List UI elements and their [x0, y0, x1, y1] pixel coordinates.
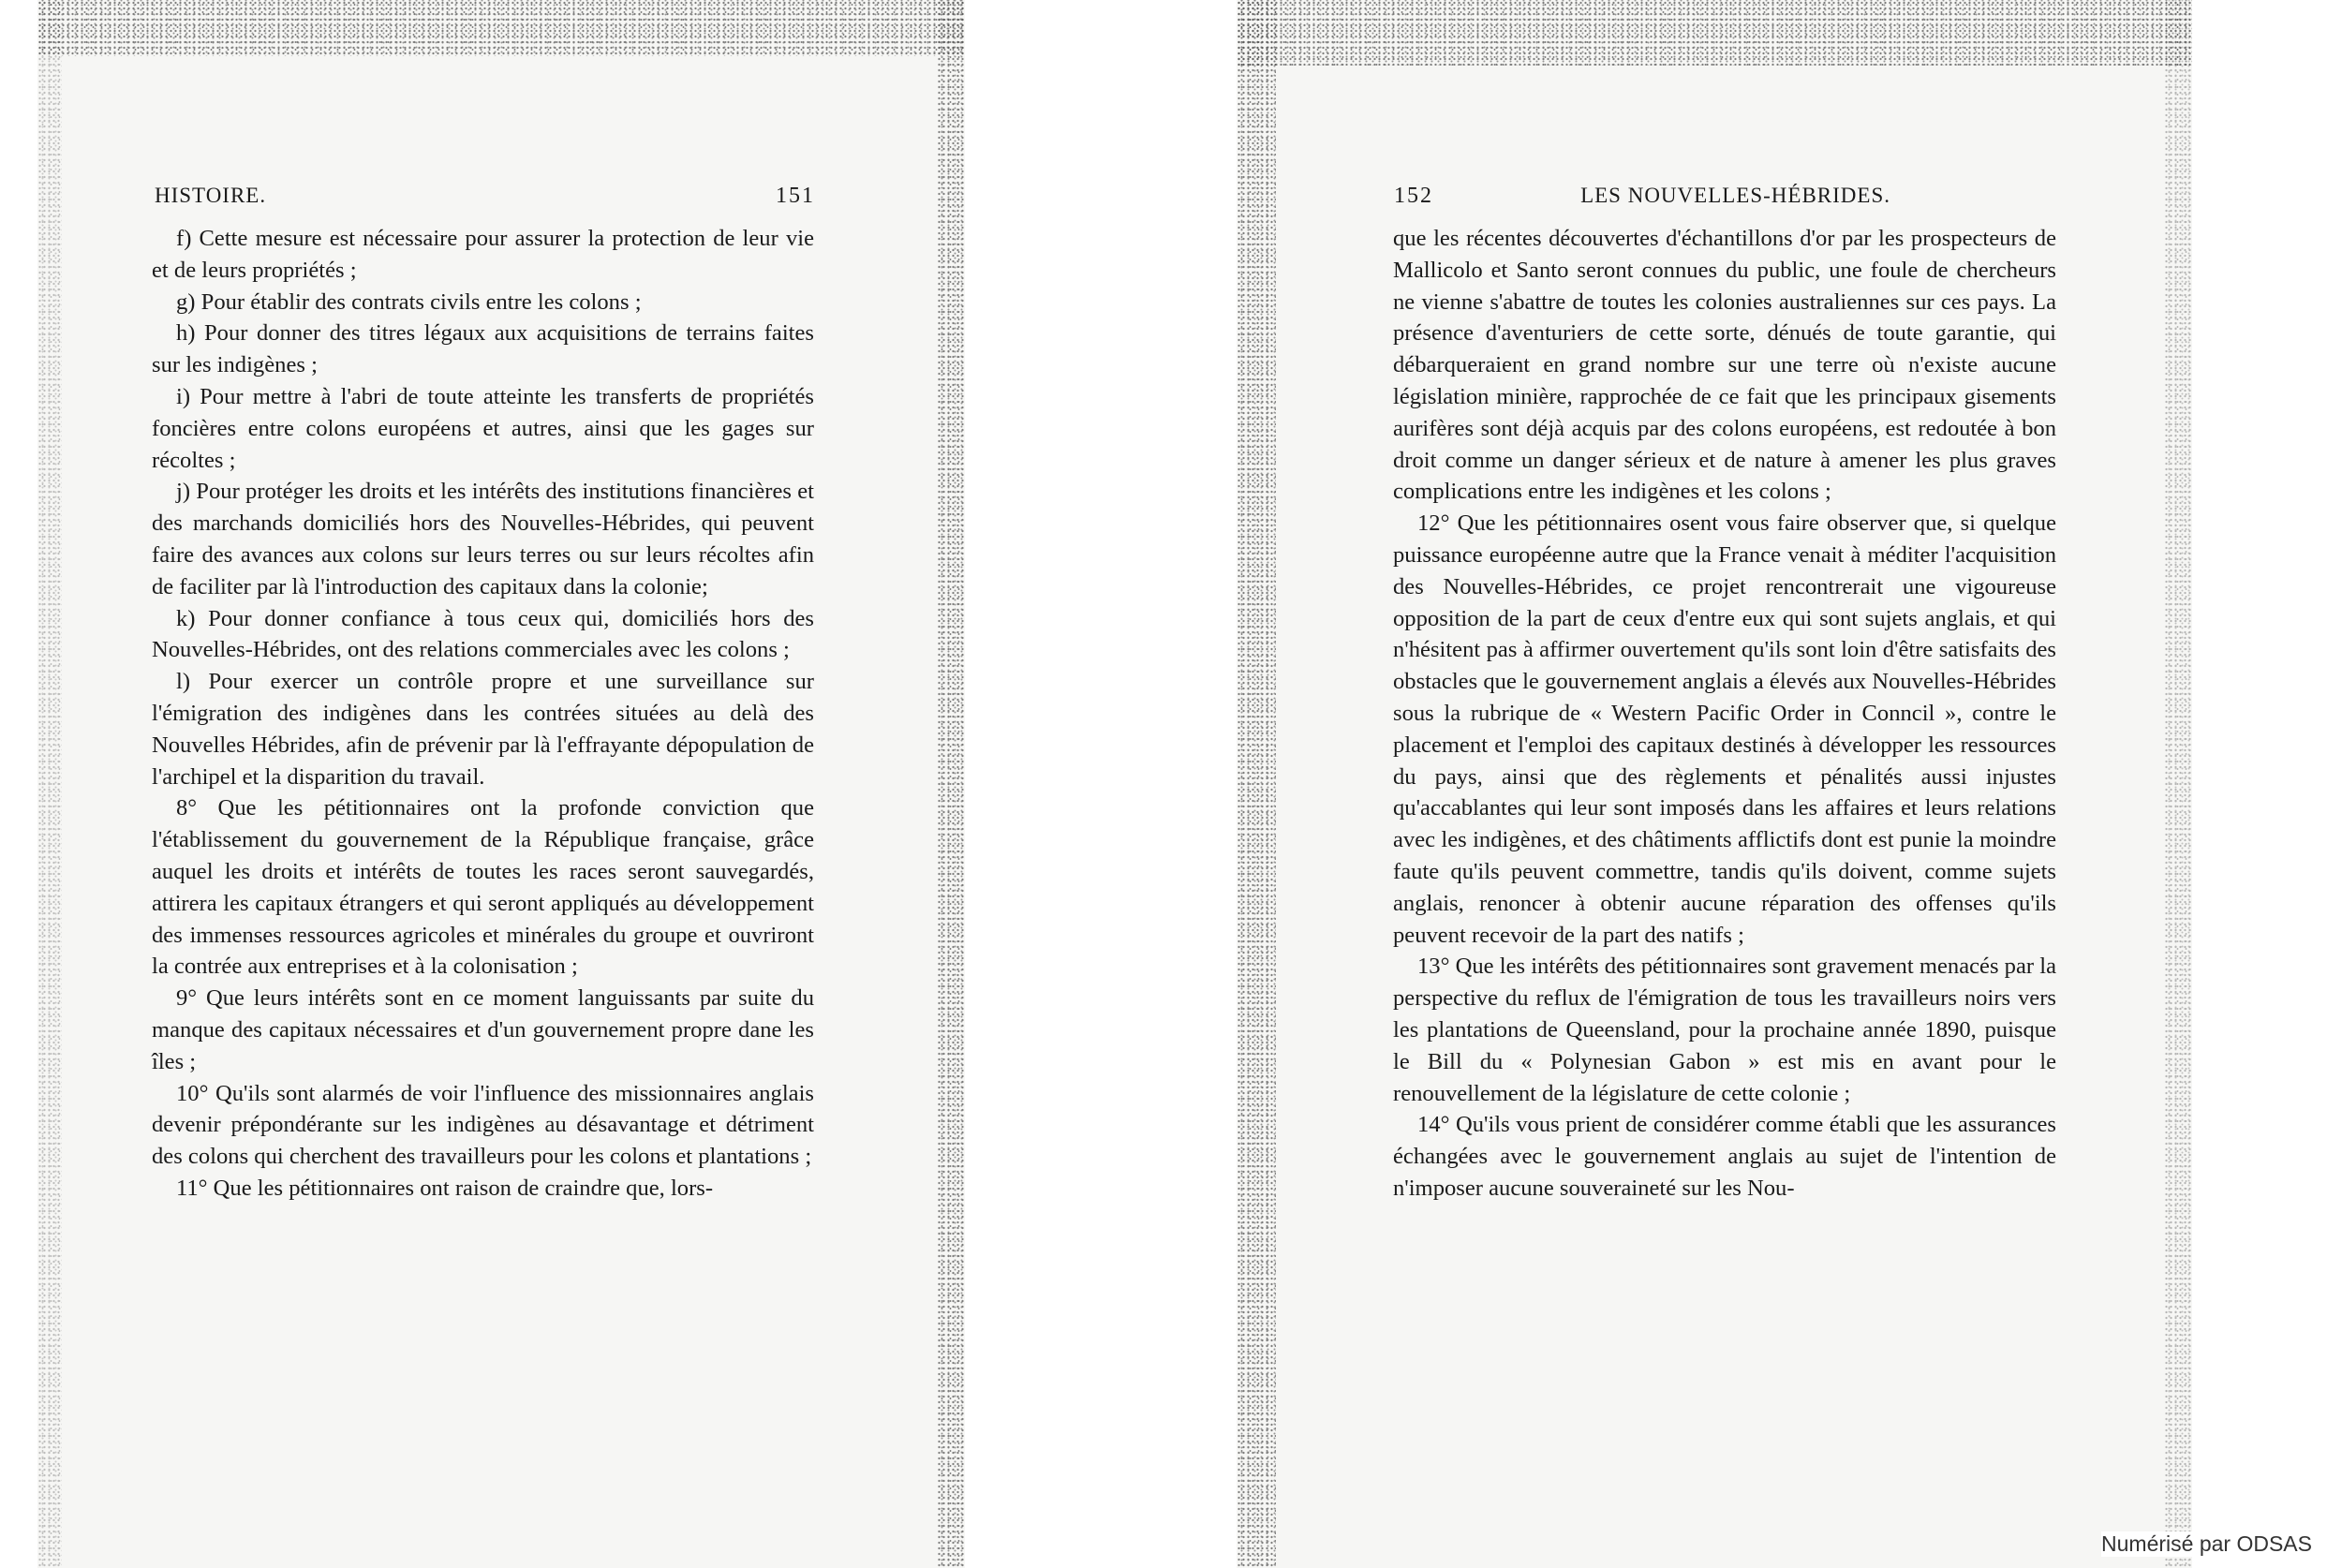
paragraph: 11° Que les pétitionnaires ont raison de craindre que, lors- [176, 1175, 714, 1201]
paragraph: 13° Que les intérêts des pétitionnaires sont gravement menacés par la perspective du reflux de l'émigration de tous les travailleurs noirs vers les plantations de Queensland, pour la prochaine année 1890, puisque le Bill du « Polynesian Gabon » est mis en avant pour le renouvellement de la législature de cette colonie ; [1393, 954, 2056, 1106]
left-page-body [152, 223, 814, 1205]
page-number-right: 152 [1394, 184, 1433, 208]
paragraph: 8° Que les pétitionnaires ont la profonde conviction que l'établissement du gouvernement de la République française, grâce auquel les droits et intérêts de toutes les races seront sauvegardés, attirera les capitaux étrangers et qui seront appliqués au développement des immenses ressources agricoles et minérales du groupe et ouvriront la contrée aux entreprises et à la colonisation ; [152, 795, 814, 980]
running-title-right: LES NOUVELLES-HÉBRIDES. [1580, 184, 1890, 207]
scan-noise-top-right [1237, 0, 2192, 66]
scan-noise-top-left [37, 0, 965, 56]
page-number-left: 151 [776, 184, 815, 208]
digitization-watermark: Numérisé par ODSAS [2101, 1531, 2312, 1556]
scan-noise-left-edge [37, 0, 62, 1568]
paragraph: f) Cette mesure est nécessaire pour assurer la protection de leur vie et de leurs propriétés ; [152, 226, 814, 283]
paragraph: que les récentes découvertes d'échantillons d'or par les prospecteurs de Mallicolo et Santo seront connues du public, une foule de chercheurs ne vienne s'abattre de toutes les colonies australiennes sur ces pays. La présence d'aventuriers de cette sorte, dénués de toute garantie, qui débarqueraient en grand nombre sur une terre où n'existe aucune législation minière, rapprochée de ce fait que les principaux gisements aurifères sont déjà acquis par des colons européens, est redoutée à bon droit comme un danger sérieux et de nature à amener les plus graves complications entre les indigènes et les colons ; [1393, 226, 2056, 505]
paragraph: 9° Que leurs intérêts sont en ce moment languissants par suite du manque des capitaux nécessaires et d'un gouvernement propre dane les îles ; [152, 985, 814, 1074]
running-title-left: HISTOIRE. [155, 184, 267, 207]
paragraph: h) Pour donner des titres légaux aux acquisitions de terrains faites sur les indigènes ; [152, 320, 814, 378]
paragraph: i) Pour mettre à l'abri de toute atteinte les transferts de propriétés foncières entre colons européens et autres, ainsi que les gages sur récoltes ; [152, 383, 814, 473]
scan-noise-gutter-right [1237, 0, 1276, 1568]
paragraph: 14° Qu'ils vous prient de considérer comme établi que les assurances échangées avec le gouvernement anglais au sujet de l'intention de n'imposer aucune souveraineté sur les Nou- [1393, 1112, 2056, 1201]
paragraph: 10° Qu'ils sont alarmés de voir l'influence des missionnaires anglais devenir prépondérante sur les indigènes au désavantage et détriment des colons qui cherchent des travailleurs pour les colons et plantations ; [152, 1080, 814, 1170]
paragraph: 12° Que les pétitionnaires osent vous faire observer que, si quelque puissance européenne autre que la France venait à méditer l'acquisition des Nouvelles-Hébrides, ce projet rencontrerait une vigoureuse opposition de la part de ceux d'entre eux qui sont sujets anglais, et qui n'hésitent pas à affirmer ouvertement qu'ils sont loin d'être satisfaits des obstacles que le gouvernement anglais a élevés aux Nouvelles-Hébrides sous la rubrique de « Western Pacific Order in Conncil », contre le placement et l'emploi des capitaux destinés à développer les ressources du pays, ainsi que des règlements et pénalités aussi injustes qu'accablantes qui leur sont imposés dans les affaires et leurs relations avec les indigènes, et des châtiments afflictifs dont est punie la moindre faute qu'ils peuvent commettre, tandis qu'ils doivent, comme sujets anglais, renoncer à obtenir aucune réparation des offenses qu'ils peuvent recevoir de la part des natifs ; [1393, 510, 2056, 948]
right-page-body [1393, 223, 2056, 1205]
paragraph: k) Pour donner confiance à tous ceux qui, domiciliés hors des Nouvelles-Hébrides, ont des relations commerciales avec les colons ; [152, 605, 814, 663]
scan-noise-right-edge [2164, 0, 2192, 1568]
paragraph: l) Pour exercer un contrôle propre et une surveillance sur l'émigration des indigènes dans les contrées situées au delà des Nouvelles Hébrides, afin de prévenir par là l'effrayante dépopulation de l'archipel et la disparition du travail. [152, 669, 814, 790]
right-page-header [1394, 184, 1890, 209]
scan-noise-gutter-left [937, 0, 965, 1568]
left-page-header [155, 184, 815, 209]
paragraph: g) Pour établir des contrats civils entre les colons ; [176, 288, 642, 315]
paragraph: j) Pour protéger les droits et les intérêts des institutions financières et des marchands domiciliés hors des Nouvelles-Hébrides, qui peuvent faire des avances aux colons sur leurs terres ou sur leurs récoltes afin de faciliter par là l'introduction des capitaux dans la colonie; [152, 479, 814, 599]
